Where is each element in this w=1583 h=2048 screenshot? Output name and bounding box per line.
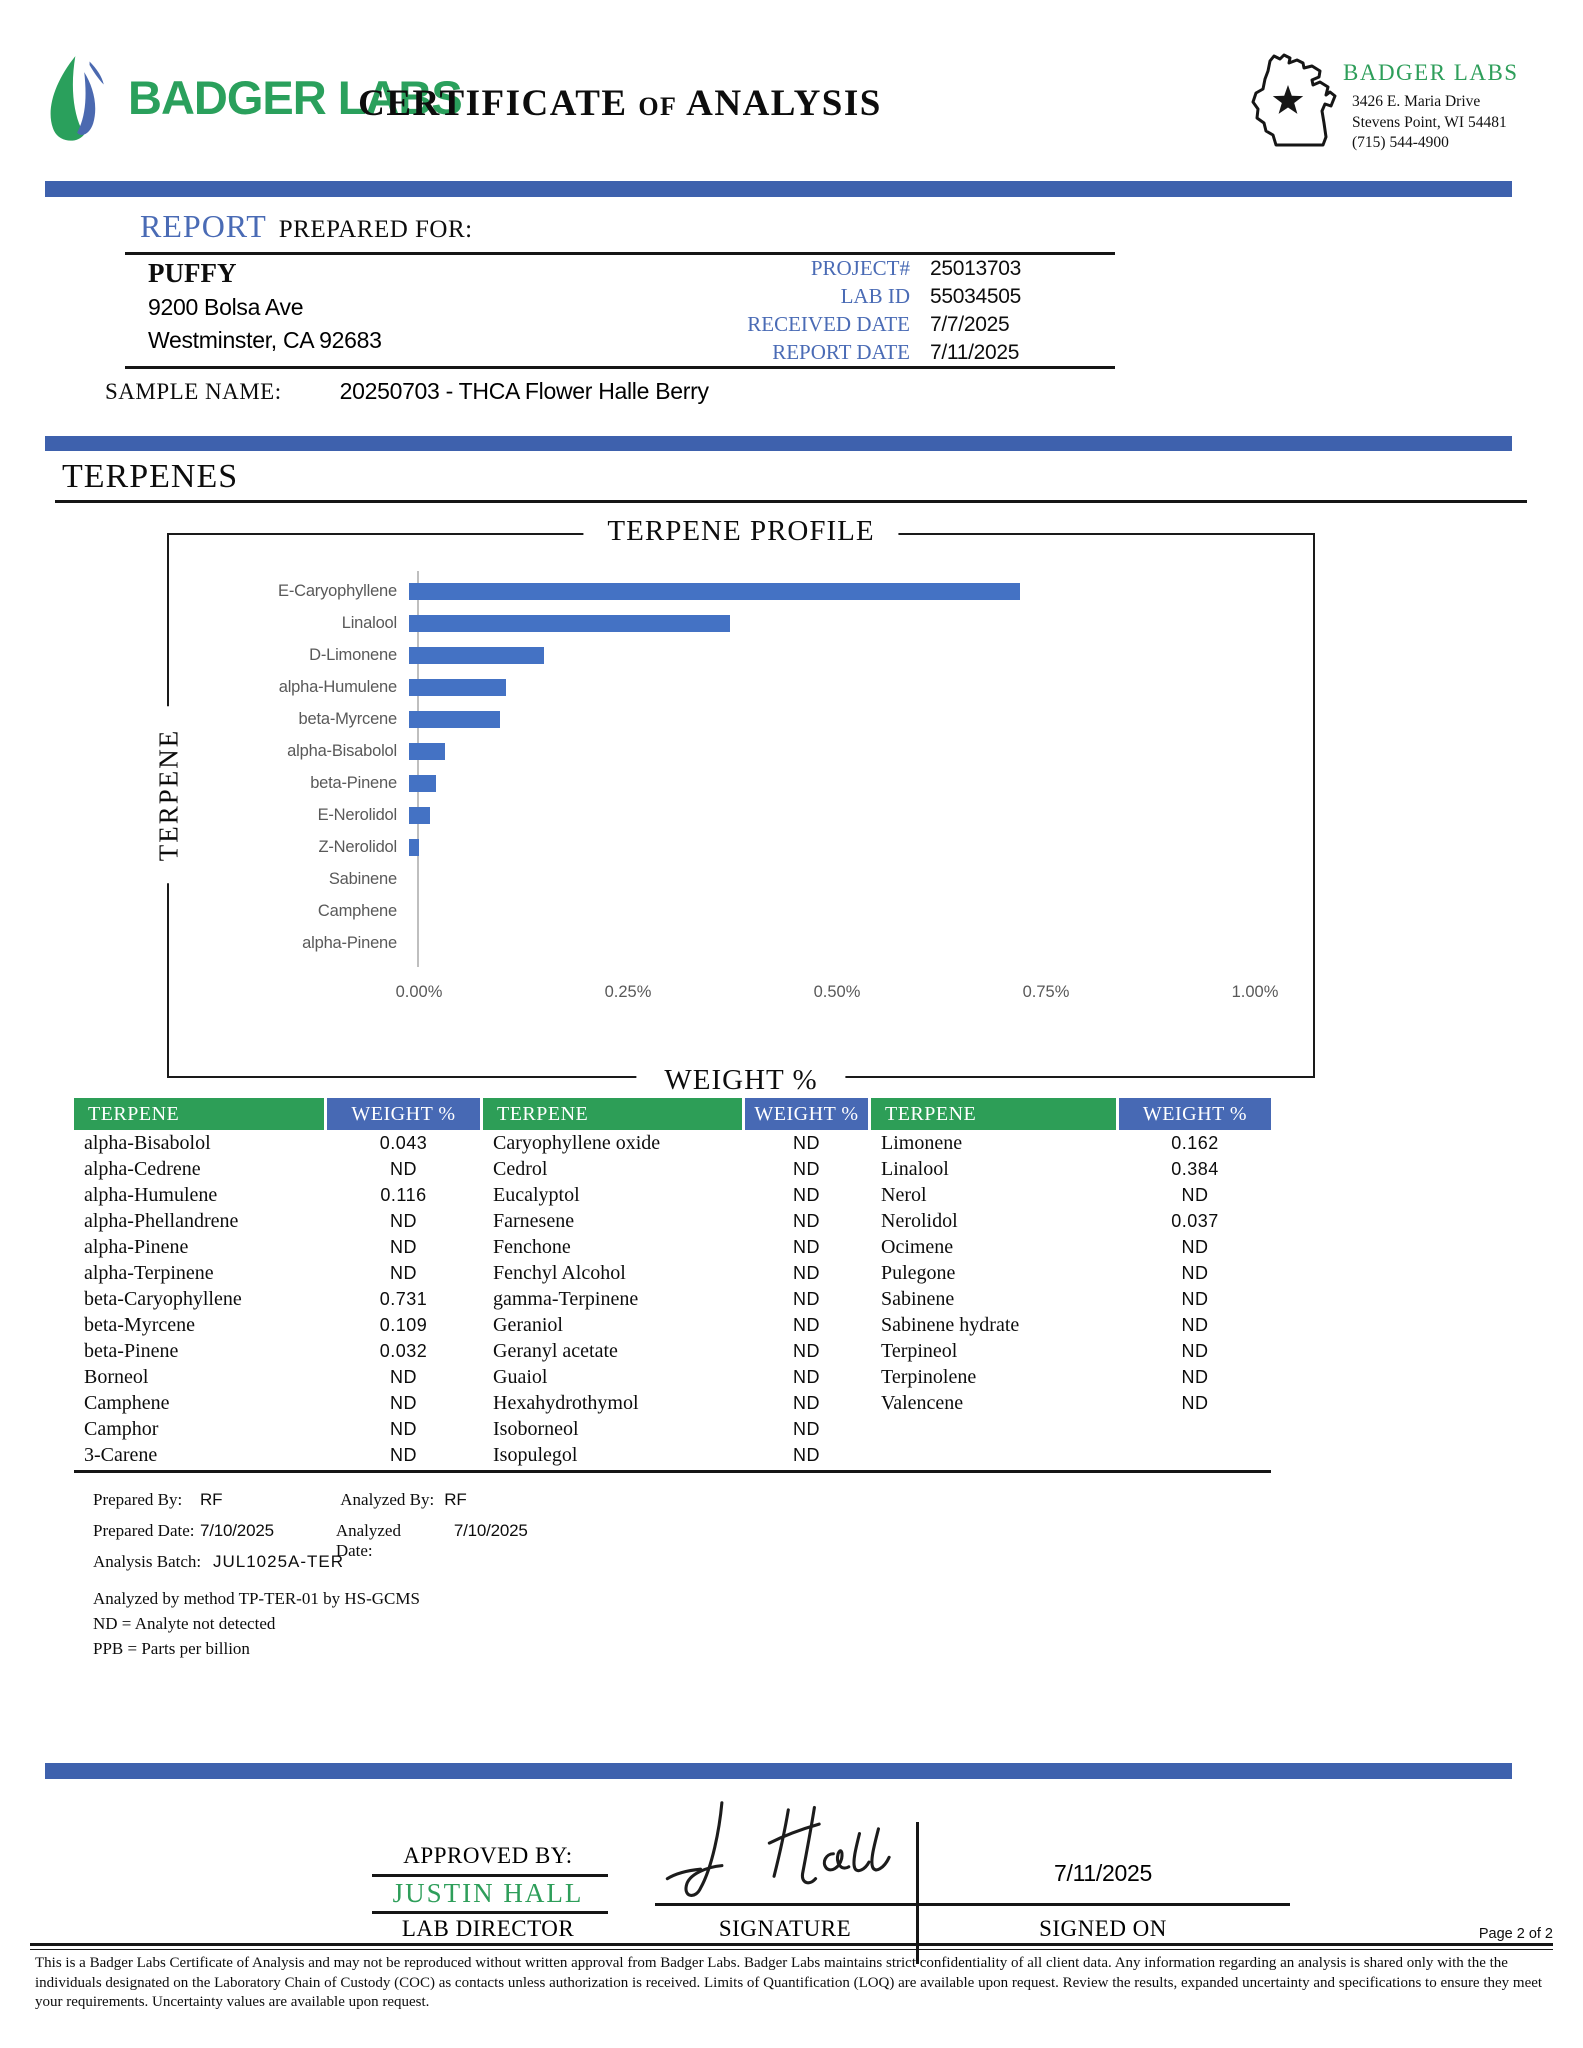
table-cell-terpene: beta-Caryophyllene bbox=[84, 1288, 242, 1310]
table-cell-weight bbox=[1119, 1442, 1271, 1468]
table-cell-terpene: alpha-Phellandrene bbox=[84, 1210, 239, 1232]
report-field-row bbox=[560, 256, 1120, 284]
report-label: REPORT bbox=[140, 208, 267, 244]
analysis-meta bbox=[93, 1490, 528, 1583]
table-cell-weight: 0.731 bbox=[379, 1289, 428, 1309]
approver-name: JUSTIN HALL bbox=[392, 1878, 584, 1908]
table-cell-terpene: Geranyl acetate bbox=[493, 1340, 618, 1362]
chart-category-label: Sabinene bbox=[328, 869, 397, 888]
table-cell-terpene: Camphene bbox=[84, 1392, 170, 1414]
table-cell-weight: ND bbox=[390, 1263, 417, 1283]
chart-bar-row bbox=[169, 767, 1313, 799]
report-field-label: REPORT DATE bbox=[772, 340, 910, 364]
table-cell-weight: ND bbox=[793, 1237, 820, 1257]
table-cell-terpene: alpha-Bisabolol bbox=[84, 1132, 211, 1154]
analysis-batch-value: JUL1025A-TER bbox=[213, 1552, 345, 1571]
table-cell-terpene: Farnesene bbox=[493, 1210, 575, 1232]
table-cell-weight: 0.384 bbox=[1171, 1159, 1219, 1179]
chart-bar-row bbox=[169, 863, 1313, 895]
prepared-by-value: RF bbox=[200, 1490, 223, 1509]
table-cell-weight: ND bbox=[793, 1315, 820, 1335]
table-row bbox=[74, 1312, 1271, 1338]
table-cell-weight: ND bbox=[793, 1289, 820, 1309]
chart-bar-row bbox=[169, 799, 1313, 831]
prepared-date-value: 7/10/2025 bbox=[200, 1521, 274, 1540]
table-cell-weight: ND bbox=[793, 1159, 820, 1179]
chart-bar-row bbox=[169, 639, 1313, 671]
chart-category-label: D-Limonene bbox=[309, 645, 397, 664]
analyzed-date-label: Analyzed Date: bbox=[335, 1521, 401, 1560]
approved-line-bottom bbox=[372, 1911, 608, 1914]
table-cell-weight: 0.037 bbox=[1171, 1211, 1219, 1231]
table-cell-terpene: Isoborneol bbox=[493, 1418, 579, 1440]
table-cell-weight: ND bbox=[390, 1159, 417, 1179]
divider-bar-terpenes bbox=[45, 436, 1512, 451]
chart-bar-row bbox=[169, 607, 1313, 639]
table-cell-weight: ND bbox=[390, 1393, 417, 1413]
chart-bar-row bbox=[169, 575, 1313, 607]
table-cell-terpene: Limonene bbox=[881, 1132, 963, 1154]
report-field-label: PROJECT# bbox=[810, 256, 910, 280]
table-cell-weight: ND bbox=[793, 1341, 820, 1361]
chart-category-label: alpha-Bisabolol bbox=[287, 741, 397, 760]
table-row bbox=[74, 1234, 1271, 1260]
analyzed-by-label: Analyzed By: bbox=[340, 1490, 435, 1509]
lab-address bbox=[1352, 92, 1507, 154]
table-cell-terpene bbox=[871, 1442, 1116, 1468]
table-cell-weight: ND bbox=[1181, 1237, 1209, 1257]
sample-name-row bbox=[105, 378, 709, 405]
table-header-cell: TERPENE bbox=[483, 1098, 742, 1130]
report-field-value: 25013703 bbox=[930, 257, 1022, 280]
table-row bbox=[74, 1416, 1271, 1442]
chart-bar bbox=[409, 839, 419, 856]
table-cell-weight: ND bbox=[390, 1237, 417, 1257]
chart-bar bbox=[409, 583, 1020, 600]
signed-on-label: SIGNED ON bbox=[1039, 1916, 1167, 1941]
signature-icon bbox=[655, 1798, 905, 1900]
table-cell-terpene: Terpineol bbox=[881, 1340, 958, 1362]
table-header-cell: TERPENE bbox=[871, 1098, 1116, 1130]
nd-note: ND = Analyte not detected bbox=[93, 1614, 276, 1633]
table-cell-terpene: Fenchyl Alcohol bbox=[493, 1262, 626, 1284]
table-cell-terpene: Sabinene hydrate bbox=[881, 1314, 1020, 1336]
table-row bbox=[74, 1364, 1271, 1390]
table-row bbox=[74, 1260, 1271, 1286]
chart-category-label: alpha-Humulene bbox=[278, 677, 397, 696]
table-cell-terpene: Fenchone bbox=[493, 1236, 571, 1258]
table-header-cell: WEIGHT % bbox=[745, 1098, 868, 1130]
section-title-terpenes: TERPENES bbox=[62, 458, 239, 495]
table-cell-weight: ND bbox=[793, 1419, 820, 1439]
chart-bar bbox=[409, 647, 544, 664]
table-cell-terpene: Camphor bbox=[84, 1418, 159, 1440]
page-title: CERTIFICATE of ANALYSIS bbox=[358, 83, 882, 124]
chart-title: TERPENE PROFILE bbox=[583, 515, 898, 548]
table-cell-weight: ND bbox=[1181, 1289, 1209, 1309]
terpene-profile-chart bbox=[153, 515, 1315, 1096]
chart-bar-row bbox=[169, 831, 1313, 863]
table-cell-weight: ND bbox=[793, 1263, 820, 1283]
chart-x-tick: 0.50% bbox=[813, 983, 861, 1001]
page-number: Page 2 of 2 bbox=[1478, 1926, 1553, 1942]
terpene-table bbox=[74, 1098, 1271, 1473]
analysis-batch-label: Analysis Batch: bbox=[93, 1552, 202, 1571]
table-cell-terpene: Linalool bbox=[881, 1158, 949, 1180]
table-cell-terpene bbox=[871, 1416, 1116, 1442]
table-cell-weight: 0.043 bbox=[379, 1133, 428, 1153]
chart-category-label: beta-Myrcene bbox=[298, 709, 397, 728]
report-prepared-heading bbox=[140, 208, 473, 245]
table-cell-terpene: Cedrol bbox=[493, 1158, 548, 1180]
chart-category-label: Linalool bbox=[341, 613, 397, 632]
chart-bar-row bbox=[169, 895, 1313, 927]
chart-bar-row bbox=[169, 703, 1313, 735]
table-cell-terpene: Sabinene bbox=[881, 1288, 955, 1310]
chart-bar bbox=[409, 775, 436, 792]
table-cell-terpene: alpha-Pinene bbox=[84, 1236, 189, 1258]
table-cell-weight bbox=[1119, 1416, 1271, 1442]
signature-label: SIGNATURE bbox=[718, 1916, 852, 1941]
table-cell-terpene: 3-Carene bbox=[84, 1444, 158, 1466]
chart-rows bbox=[169, 575, 1313, 959]
report-field-row bbox=[560, 340, 1120, 368]
table-cell-weight: ND bbox=[1181, 1367, 1209, 1387]
client-address-line1: 9200 Bolsa Ave bbox=[148, 294, 304, 320]
report-field-label: LAB ID bbox=[840, 284, 910, 308]
table-cell-weight: ND bbox=[793, 1445, 820, 1465]
table-cell-weight: ND bbox=[390, 1445, 417, 1465]
table-cell-terpene: beta-Myrcene bbox=[84, 1314, 196, 1336]
table-row bbox=[74, 1156, 1271, 1182]
terpenes-underline bbox=[55, 500, 1527, 503]
chart-category-label: alpha-Pinene bbox=[302, 933, 397, 952]
prepared-date-label: Prepared Date: bbox=[93, 1521, 195, 1540]
analysis-notes bbox=[93, 1586, 420, 1661]
table-cell-terpene: Terpinolene bbox=[881, 1366, 977, 1388]
report-field-row bbox=[560, 312, 1120, 340]
lab-address-line1: 3426 E. Maria Drive bbox=[1352, 93, 1481, 110]
report-underline bbox=[125, 252, 1115, 255]
leaf-logo-icon bbox=[38, 52, 118, 142]
table-cell-weight: ND bbox=[390, 1419, 417, 1439]
analyzed-date-value: 7/10/2025 bbox=[453, 1521, 528, 1540]
disclaimer-text: This is a Badger Labs Certificate of Analysis and may not be reproduced without written approval from Badger Labs. Badger Labs maintains strict confidentiality of all client data. Any information regarding an analysis is shared only with the the individuals designated on the Laboratory Chain of Custody (COC) as contacts unless authorization is received. Limits of Quantification (LOQ) are available upon request. Review the results, expanded uncertainty and specifications to ensure they meet your requirements. Uncertainty values are available upon request. bbox=[35, 1955, 1543, 2010]
sample-topline bbox=[125, 366, 1115, 369]
table-cell-weight: ND bbox=[793, 1133, 820, 1153]
table-cell-weight: ND bbox=[1181, 1185, 1209, 1205]
table-row bbox=[74, 1130, 1271, 1156]
table-cell-terpene: beta-Pinene bbox=[84, 1340, 179, 1362]
approved-line-top bbox=[372, 1874, 608, 1877]
signed-on-date: 7/11/2025 bbox=[1054, 1860, 1152, 1886]
table-cell-weight: ND bbox=[793, 1211, 820, 1231]
sample-name-label: SAMPLE NAME: bbox=[105, 379, 282, 404]
analyzed-by-value: RF bbox=[444, 1490, 467, 1509]
wisconsin-state-icon bbox=[1240, 48, 1340, 150]
report-field-value: 7/7/2025 bbox=[930, 313, 1010, 336]
chart-ticks bbox=[169, 983, 1313, 1007]
chart-bar bbox=[409, 679, 506, 696]
chart-x-axis-title: WEIGHT % bbox=[636, 1064, 845, 1097]
table-cell-terpene: Caryophyllene oxide bbox=[493, 1132, 661, 1154]
table-cell-weight: ND bbox=[1181, 1315, 1209, 1335]
table-cell-terpene: gamma-Terpinene bbox=[493, 1288, 639, 1310]
footer-rule-thin bbox=[30, 1949, 1553, 1951]
client-name: PUFFY bbox=[148, 258, 237, 288]
chart-x-tick: 0.00% bbox=[395, 983, 443, 1001]
table-cell-terpene: alpha-Humulene bbox=[84, 1184, 218, 1206]
divider-bar-top bbox=[45, 181, 1512, 197]
chart-x-tick: 0.75% bbox=[1022, 983, 1070, 1001]
table-cell-terpene: Hexahydrothymol bbox=[493, 1392, 639, 1414]
table-cell-weight: ND bbox=[793, 1393, 820, 1413]
terpene-table-body bbox=[74, 1130, 1271, 1468]
sample-name-value: 20250703 - THCA Flower Halle Berry bbox=[339, 378, 709, 404]
table-row bbox=[74, 1442, 1271, 1468]
chart-category-label: E-Caryophyllene bbox=[278, 581, 397, 600]
table-cell-weight: ND bbox=[1181, 1341, 1209, 1361]
divider-bar-footer bbox=[45, 1763, 1512, 1779]
table-cell-terpene: Geraniol bbox=[493, 1314, 563, 1336]
chart-category-label: E-Nerolidol bbox=[317, 805, 397, 824]
table-cell-weight: 0.116 bbox=[380, 1185, 427, 1205]
lab-phone: (715) 544-4900 bbox=[1352, 134, 1449, 151]
table-header-cell: WEIGHT % bbox=[327, 1098, 480, 1130]
ppb-note: PPB = Parts per billion bbox=[93, 1639, 250, 1658]
chart-x-tick: 1.00% bbox=[1231, 983, 1279, 1001]
client-address-line2: Westminster, CA 92683 bbox=[148, 327, 382, 353]
signature-line bbox=[655, 1903, 1290, 1906]
table-cell-terpene: Ocimene bbox=[881, 1236, 954, 1258]
table-cell-weight: 0.032 bbox=[379, 1341, 428, 1361]
table-cell-terpene: Borneol bbox=[84, 1366, 149, 1388]
chart-bar bbox=[409, 743, 445, 760]
terpene-table-header bbox=[74, 1098, 1271, 1130]
analysis-batch-row bbox=[93, 1552, 528, 1583]
table-row bbox=[74, 1208, 1271, 1234]
prepared-by-row bbox=[93, 1490, 528, 1521]
table-cell-weight: ND bbox=[390, 1367, 417, 1387]
chart-bar bbox=[409, 711, 500, 728]
lab-address-line2: Stevens Point, WI 54481 bbox=[1352, 113, 1507, 131]
table-cell-weight: 0.162 bbox=[1171, 1133, 1219, 1153]
table-cell-terpene: Valencene bbox=[881, 1392, 964, 1414]
chart-bar-row bbox=[169, 927, 1313, 959]
table-row bbox=[74, 1182, 1271, 1208]
table-cell-terpene: Pulegone bbox=[881, 1262, 956, 1284]
table-header-cell: TERPENE bbox=[74, 1098, 324, 1130]
chart-bar bbox=[409, 615, 730, 632]
approved-by-label: APPROVED BY: bbox=[403, 1843, 573, 1868]
method-note: Analyzed by method TP-TER-01 by HS-GCMS bbox=[93, 1589, 420, 1608]
logo-wordmark: BADGER LABS bbox=[128, 70, 462, 124]
report-fields bbox=[560, 256, 1120, 368]
table-cell-weight: ND bbox=[793, 1185, 820, 1205]
chart-category-label: beta-Pinene bbox=[310, 773, 397, 792]
report-field-row bbox=[560, 284, 1120, 312]
report-field-value: 55034505 bbox=[930, 285, 1022, 308]
table-cell-terpene: Nerolidol bbox=[881, 1210, 958, 1232]
report-field-value: 7/11/2025 bbox=[930, 341, 1020, 364]
prepared-by-label: Prepared By: bbox=[93, 1490, 183, 1509]
table-cell-terpene: Nerol bbox=[881, 1184, 927, 1206]
table-cell-weight: ND bbox=[390, 1211, 417, 1231]
table-cell-weight: ND bbox=[793, 1367, 820, 1387]
lab-name: BADGER LABS bbox=[1343, 60, 1519, 85]
table-row bbox=[74, 1390, 1271, 1416]
table-cell-weight: 0.109 bbox=[379, 1315, 428, 1335]
prepared-date-row bbox=[93, 1521, 528, 1560]
report-field-label: RECEIVED DATE bbox=[747, 312, 910, 336]
chart-bar-row bbox=[169, 735, 1313, 767]
table-cell-terpene: alpha-Terpinene bbox=[84, 1262, 214, 1284]
table-cell-weight: ND bbox=[1181, 1393, 1209, 1413]
table-row bbox=[74, 1286, 1271, 1312]
table-cell-weight: ND bbox=[1181, 1263, 1209, 1283]
table-header-cell: WEIGHT % bbox=[1119, 1098, 1271, 1130]
approver-title: LAB DIRECTOR bbox=[401, 1916, 575, 1941]
chart-category-label: Camphene bbox=[317, 901, 397, 920]
table-cell-terpene: Guaiol bbox=[493, 1366, 548, 1388]
chart-bar-row bbox=[169, 671, 1313, 703]
footer-rule-thick bbox=[30, 1943, 1553, 1946]
table-cell-terpene: Isopulegol bbox=[493, 1444, 578, 1466]
table-row bbox=[74, 1338, 1271, 1364]
table-cell-terpene: Eucalyptol bbox=[493, 1184, 580, 1206]
chart-y-axis-title: TERPENE bbox=[154, 706, 185, 883]
chart-x-tick: 0.25% bbox=[604, 983, 652, 1001]
chart-bar bbox=[409, 807, 430, 824]
table-cell-terpene: alpha-Cedrene bbox=[84, 1158, 201, 1180]
chart-category-label: Z-Nerolidol bbox=[318, 837, 397, 856]
prepared-for-label: PREPARED FOR: bbox=[278, 216, 473, 243]
